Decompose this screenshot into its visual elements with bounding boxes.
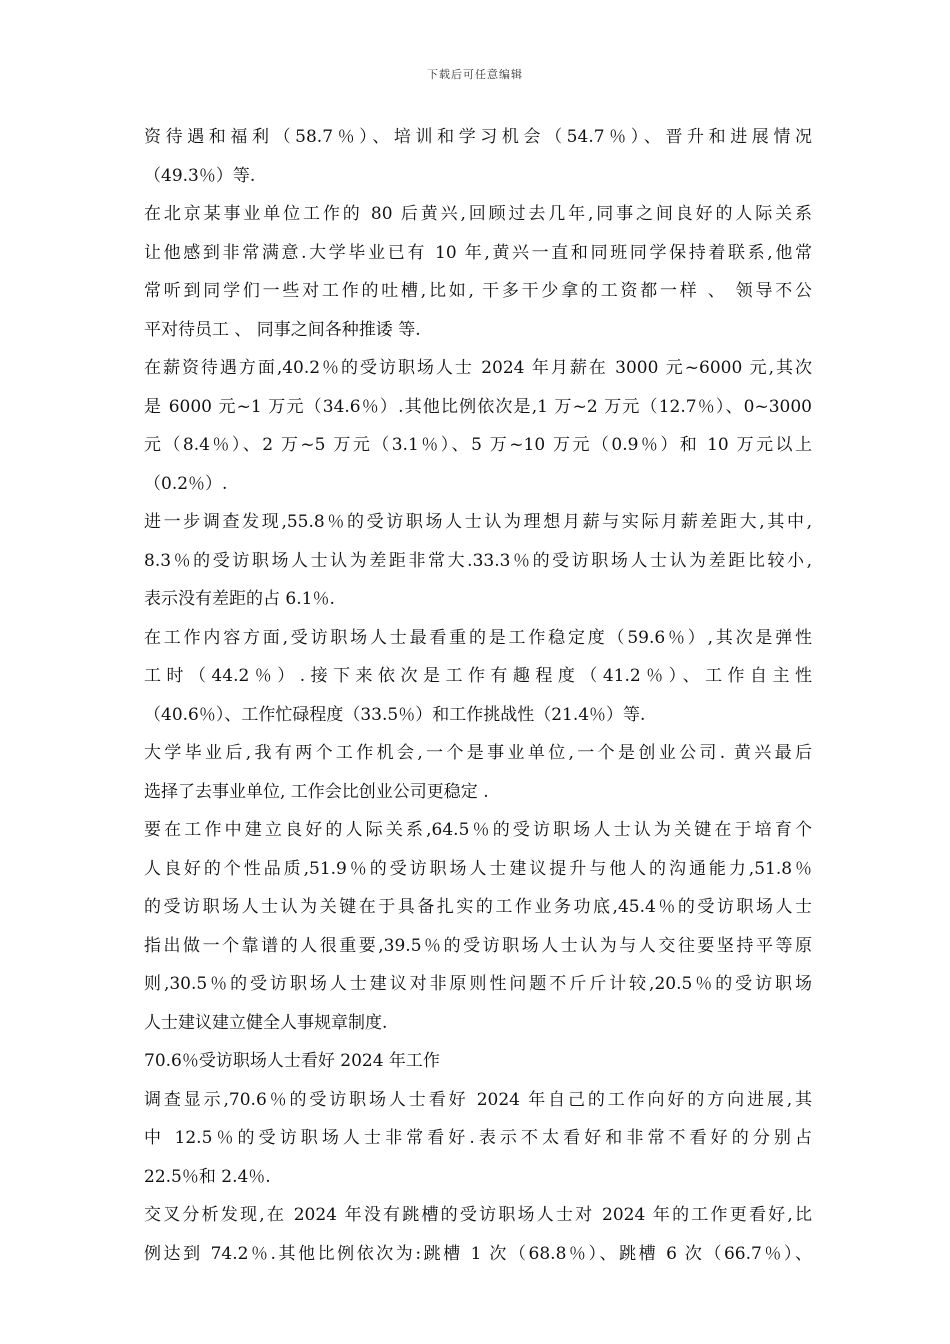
section-heading: 70.6％受访职场人士看好 2024 年工作: [144, 1051, 440, 1071]
page-header: 下载后可任意编辑: [427, 68, 523, 81]
text-line: （49.3％）等.: [144, 165, 256, 186]
text-line: 是 6000 元~1 万元（34.6％）.其他比例依次是,1 万~2 万元（12.7％）、0~3000: [144, 396, 812, 417]
text-line: 工时（44.2％）.接下来依次是工作有趣程度（41.2％）、工作自主性: [144, 666, 812, 686]
text-line: 表示没有差距的占 6.1％.: [144, 589, 335, 609]
text-line: 在北京某事业单位工作的 80 后黄兴,回顾过去几年,同事之间良好的人际关系: [144, 204, 812, 224]
text-line: 则,30.5％的受访职场人士建议对非原则性问题不斤斤计较,20.5％的受访职场: [144, 974, 812, 994]
text-line: 8.3％的受访职场人士认为差距非常大.33.3％的受访职场人士认为差距比较小,: [144, 550, 812, 571]
text-line: 例达到 74.2％.其他比例依次为:跳槽 1 次（68.8％）、跳槽 6 次（66.7％）、: [144, 1243, 812, 1264]
text-line: 人良好的个性品质,51.9％的受访职场人士建议提升与他人的沟通能力,51.8％: [144, 858, 812, 879]
text-line: 元（8.4％）、2 万~5 万元（3.1％）、5 万~10 万元（0.9％）和 10 万元以上: [144, 435, 812, 455]
text-line: 22.5％和 2.4％.: [144, 1166, 271, 1187]
text-line: 资待遇和福利（58.7％）、培训和学习机会（54.7％）、晋升和进展情况: [144, 127, 812, 147]
text-line: （0.2％）.: [144, 473, 228, 494]
text-line: 进一步调查发现,55.8％的受访职场人士认为理想月薪与实际月薪差距大,其中,: [144, 512, 812, 532]
text-line: 大学毕业后,我有两个工作机会,一个是事业单位,一个是创业公司. 黄兴最后: [144, 743, 812, 763]
text-line: （40.6％）、工作忙碌程度（33.5％）和工作挑战性（21.4％）等.: [144, 704, 646, 725]
text-line: 人士建议建立健全人事规章制度.: [144, 1012, 388, 1033]
text-line: 平对待员工 、 同事之间各种推诿 等.: [144, 319, 421, 340]
text-line: 要在工作中建立良好的人际关系,64.5％的受访职场人士认为关键在于培育个: [144, 820, 812, 840]
text-line: 的受访职场人士认为关键在于具备扎实的工作业务功底,45.4％的受访职场人士: [144, 897, 812, 917]
text-line: 在薪资待遇方面,40.2％的受访职场人士 2024 年月薪在 3000 元~6000 元,其次: [144, 358, 812, 378]
text-line: 调查显示,70.6％的受访职场人士看好 2024 年自己的工作向好的方向进展,其: [144, 1089, 812, 1110]
text-line: 在工作内容方面,受访职场人士最看重的是工作稳定度（59.6％）,其次是弹性: [144, 627, 812, 648]
text-line: 交叉分析发现,在 2024 年没有跳槽的受访职场人士对 2024 年的工作更看好,比: [144, 1205, 812, 1225]
document-body: [144, 118, 812, 1273]
text-line: 选择了去事业单位, 工作会比创业公司更稳定 .: [144, 781, 489, 802]
text-line: 常听到同学们一些对工作的吐槽,比如, 干多干少拿的工资都一样 、 领导不公: [144, 281, 812, 301]
text-line: 指出做一个靠谱的人很重要,39.5％的受访职场人士认为与人交往要坚持平等原: [144, 935, 812, 956]
text-line: 让他感到非常满意.大学毕业已有 10 年,黄兴一直和同班同学保持着联系,他常: [144, 242, 812, 263]
text-line: 中 12.5％的受访职场人士非常看好.表示不太看好和非常不看好的分别占: [144, 1128, 812, 1148]
